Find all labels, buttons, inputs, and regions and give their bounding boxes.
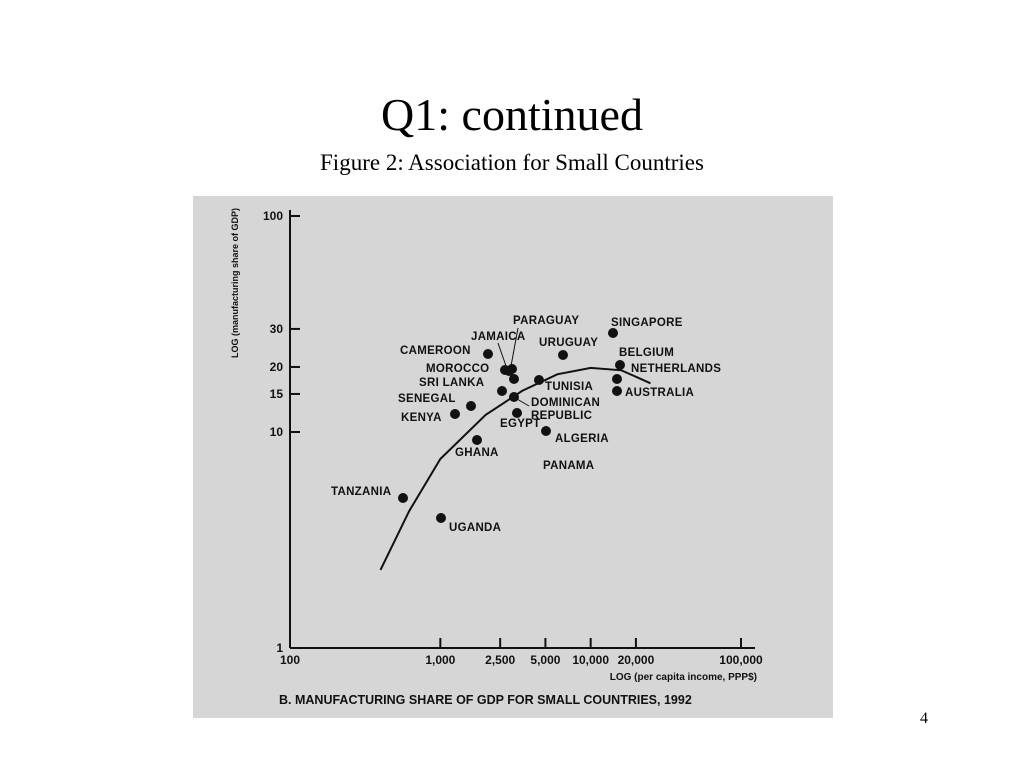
point-australia [612, 386, 622, 396]
label-netherlands: NETHERLANDS [631, 363, 722, 375]
point-uganda [436, 513, 446, 523]
y-tick-label: 20 [269, 359, 283, 374]
figure-scan [193, 196, 833, 718]
x-tick-label: 100 [279, 653, 301, 667]
label-dominican-republic: REPUBLIC [531, 410, 593, 422]
point-algeria [512, 408, 522, 418]
label-uruguay: URUGUAY [539, 337, 599, 349]
y-tick-label: 10 [269, 425, 283, 439]
x-tick-label: 1,000 [425, 653, 456, 667]
x-tick-label: 2,500 [485, 653, 516, 667]
label-australia: AUSTRALIA [625, 387, 695, 399]
label-singapore: SINGAPORE [611, 317, 683, 329]
y-axis-label: LOG (manufacturing share of GDP) [230, 207, 240, 359]
point-uruguay [558, 350, 568, 360]
point-labels [331, 315, 721, 534]
point-kenya [450, 409, 460, 419]
y-axis-ticks [263, 209, 300, 655]
label-algeria: ALGERIA [555, 433, 609, 445]
point-cameroon [483, 349, 493, 359]
label-morocco: MOROCCO [426, 363, 490, 375]
x-tick-label: 100,000 [719, 653, 763, 667]
slide-subtitle: Figure 2: Association for Small Countries [320, 150, 704, 175]
label-uganda: UGANDA [449, 522, 502, 534]
x-tick-label: 5,000 [530, 653, 561, 667]
leader-line [517, 399, 529, 406]
x-axis-label: LOG (per capita income, PPP$) [609, 672, 757, 683]
point-singapore [608, 328, 618, 338]
y-tick-label: 1 [276, 641, 283, 655]
point-sri-lanka [509, 374, 519, 384]
point-tunisia [534, 375, 544, 385]
y-tick-label: 100 [262, 209, 283, 223]
x-axis-ticks [280, 638, 763, 667]
label-kenya: KENYA [401, 412, 442, 424]
y-tick-label: 15 [269, 386, 283, 401]
scatter-chart [193, 196, 833, 718]
slide-title: Q1: continued [381, 89, 643, 140]
label-sri-lanka: SRI LANKA [419, 377, 485, 389]
chart-title: B. MANUFACTURING SHARE OF GDP FOR SMALL COUNTRIES, 1992 [279, 693, 692, 707]
x-tick-label: 10,000 [572, 653, 610, 667]
point-ghana [472, 435, 482, 445]
label-egypt: EGYPT [500, 418, 541, 430]
label-paraguay: PARAGUAY [513, 315, 580, 327]
point-panama [541, 426, 551, 436]
point-tanzania [398, 493, 408, 503]
y-tick-label: 30 [269, 321, 283, 336]
label-tanzania: TANZANIA [331, 486, 392, 498]
label-ghana: GHANA [455, 447, 499, 459]
point-egypt [466, 401, 476, 411]
point-dominican-republic [509, 392, 519, 402]
label-senegal: SENEGAL [398, 393, 456, 405]
leader-line [498, 343, 506, 366]
label-belgium: BELGIUM [619, 347, 675, 359]
point-netherlands [612, 374, 622, 384]
x-tick-label: 20,000 [617, 653, 655, 667]
label-cameroon: CAMEROON [400, 345, 471, 357]
label-panama: PANAMA [543, 460, 595, 472]
label-dominican-republic: DOMINICAN [531, 397, 601, 409]
page-number: 4 [920, 710, 928, 727]
point-senegal [497, 386, 507, 396]
label-tunisia: TUNISIA [545, 381, 594, 393]
point-belgium [615, 360, 625, 370]
label-jamaica: JAMAICA [471, 331, 526, 343]
